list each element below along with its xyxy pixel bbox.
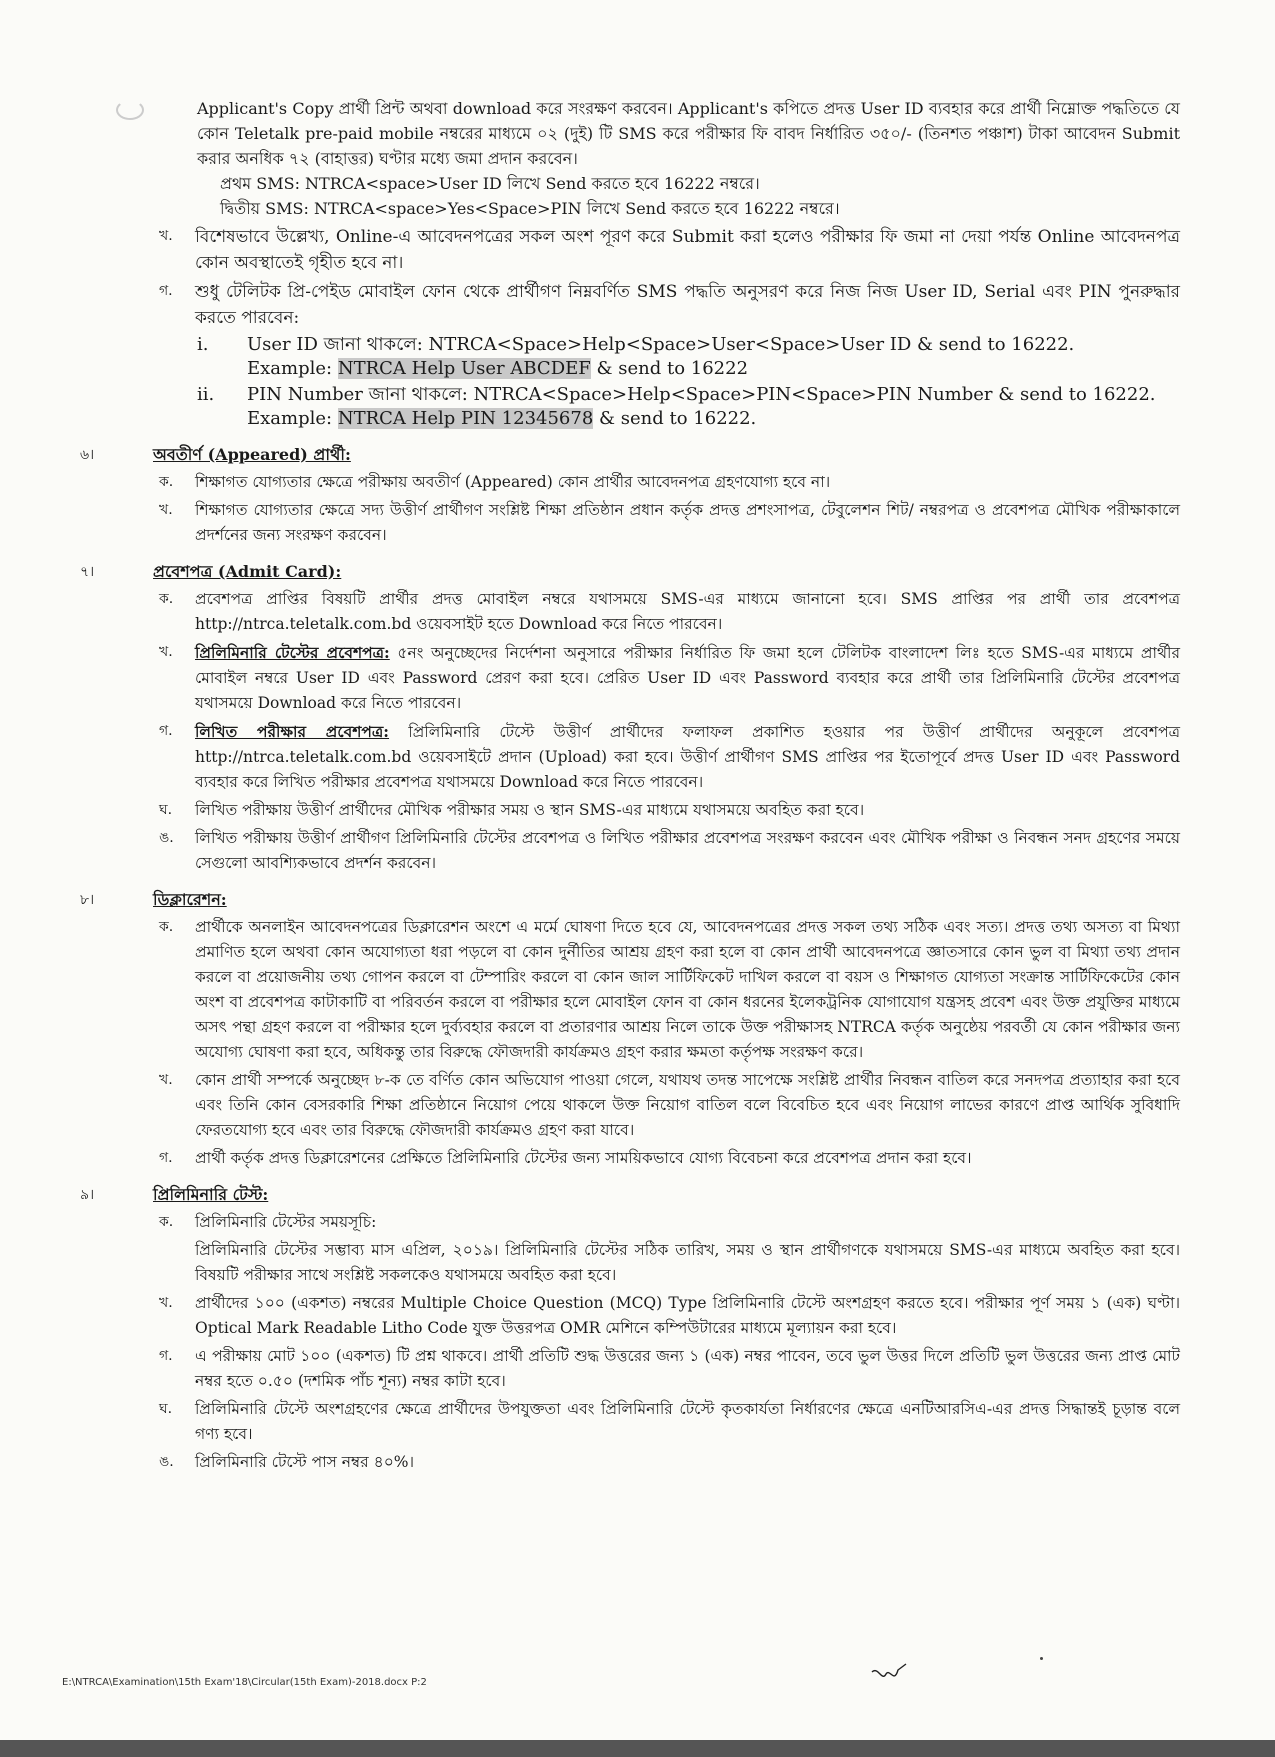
example-label: Example:: [247, 408, 333, 429]
item-marker: গ.: [159, 1150, 173, 1166]
item-marker: ঙ.: [159, 830, 174, 846]
item-text: [195, 1450, 1180, 1475]
item-marker: গ.: [159, 283, 173, 299]
sms-second: দ্বিতীয় SMS: NTRCA<space>Yes<Space>PIN লিখে Send করতে হবে 16222 নম্বরে।: [220, 199, 840, 218]
list-item: [150, 1210, 1180, 1235]
item-body: প্রিলিমিনারি টেস্টে উত্তীর্ণ প্রার্থীদের ফলাফল প্রকাশিত হওয়ার পর উত্তীর্ণ প্রার্থীদের অনুকূলে প্রবেশপত্র http://ntrca.teletalk.com.bd ওয়েবসাইটে প্রদান (Upload) করা হবে। উত্তীর্ণ প্রার্থীগণ SMS প্রাপ্তির পর ইতোপূর্বে প্রদত্ত User ID এবং Password ব্যবহার করে লিখিত পরীক্ষার প্রবেশপত্র যথাসময়ে Download করে নিতে পারবেন।: [195, 723, 1180, 791]
section-heading: ডিক্লারেশন:: [153, 890, 227, 909]
recovery-item: [150, 333, 1180, 381]
item-marker: ক.: [159, 591, 174, 607]
list-item: [150, 1238, 1180, 1288]
section: [80, 1183, 1180, 1475]
example-tail: & send to 16222.: [599, 408, 757, 429]
item-text: [195, 1210, 1180, 1235]
item-marker: খ.: [159, 644, 173, 660]
item-body: কোন প্রার্থী সম্পর্কে অনুচ্ছেদ ৮-ক তে বর্ণিত কোন অভিযোগ পাওয়া গেলে, যথাযথ তদন্ত সাপেক্ষে সংশ্লিষ্ট প্রার্থীর নিবন্ধন বাতিল করে সনদপত্র প্রত্যাহার করা হবে এবং তিনি কোন বেসরকারি শিক্ষা প্রতিষ্ঠানে নিয়োগ পেয়ে থাকলে উক্ত নিয়োগ বাতিল বলে বিবেচিত হবে এবং নিয়োগ লাভের কারণে প্রাপ্ত আর্থিক সুবিধাদি ফেরতযোগ্য হবে এবং তার বিরুদ্ধে ফৌজদারী কার্যক্রমও গ্রহণ করা যাবে।: [195, 1071, 1180, 1139]
item-text: [195, 640, 1180, 716]
ink-dot: [1040, 1657, 1043, 1660]
recovery-text: User ID জানা থাকলে: NTRCA<Space>Help<Space>User<Space>User ID & send to 16222.: [247, 334, 1075, 355]
item-marker: খ.: [159, 1295, 173, 1311]
item-marker: খ.: [159, 228, 173, 244]
item-body: প্রিলিমিনারি টেস্টে পাস নম্বর ৪০%।: [195, 1453, 415, 1471]
item-marker: ক.: [159, 1214, 174, 1230]
section-heading: অবতীর্ণ (Appeared) প্রার্থী:: [153, 445, 351, 464]
list-item: [150, 1450, 1180, 1475]
list-item: [150, 826, 1180, 876]
example-code: NTRCA Help PIN 12345678: [337, 408, 594, 429]
section: [80, 443, 1180, 548]
sections-container: [80, 443, 1180, 1475]
section: [80, 560, 1180, 876]
recovery-item: [150, 383, 1180, 431]
section-number: ৬।: [80, 447, 95, 463]
document-body: [80, 96, 1180, 1475]
section: [80, 888, 1180, 1171]
item-text: [195, 1068, 1180, 1143]
item-text: [195, 798, 1180, 823]
list-item: [150, 279, 1180, 331]
list-item: [150, 798, 1180, 823]
item-body: প্রার্থীকে অনলাইন আবেদনপত্রের ডিক্লারেশন অংশে এ মর্মে ঘোষণা দিতে হবে যে, আবেদনপত্রের প্রদত্ত সকল তথ্য সঠিক এবং সত্য। প্রদত্ত তথ্য অসত্য বা মিথ্যা প্রমাণিত হলে অথবা কোন অযোগ্যতা ধরা পড়লে বা কোন দুর্নীতির আশ্রয় গ্রহণ করা হলে বা কোন প্রার্থী আবেদনপত্রে জ্ঞাতসারে কোন ভুল বা মিথ্যা তথ্য প্রদান করলে বা প্রয়োজনীয় তথ্য গোপন করলে বা টেম্পারিং করলে বা কোন জাল সার্টিফিকেট দাখিল করলে বা বয়স ও শিক্ষাগত যোগ্যতা সংক্রান্ত সার্টিফিকেটের কোন অংশ বা প্রবেশপত্র কাটাকাটি বা পরিবর্তন করলে বা পরীক্ষার হলে মোবাইল ফোন বা কোন ধরনের ইলেকট্রনিক যোগাযোগ যন্ত্রসহ প্রবেশ এবং উক্ত প্রযুক্তির মাধ্যমে অসৎ পন্থা গ্রহণ করলে বা পরীক্ষার হলে দুর্ব্যবহার করলে বা প্রতারণার আশ্রয় নিলে তাকে উক্ত পরীক্ষাসহ NTRCA কর্তৃক অনুষ্ঠেয় পরবর্তী যে কোন পরীক্ষার জন্য অযোগ্য ঘোষণা করা হবে, অধিকন্তু তার বিরুদ্ধে ফৌজদারী কার্যক্রমও গ্রহণ করার ক্ষমতা কর্তৃপক্ষ সংরক্ষণ করে।: [195, 918, 1180, 1061]
item-body: ৫নং অনুচ্ছেদের নির্দেশনা অনুসারে পরীক্ষার নির্ধারিত ফি জমা হলে টেলিটক বাংলাদেশ লিঃ হতে SMS-এর মাধ্যমে প্রার্থীর মোবাইল নম্বরে User ID এবং Password প্রেরণ করা হবে। প্রেরিত User ID এবং Password ব্যবহার করে প্রার্থী তার প্রিলিমিনারি টেস্টের প্রবেশপত্র যথাসময়ে Download করে নিতে পারবেন।: [195, 644, 1180, 712]
list-item: [150, 1397, 1180, 1447]
list-item: [150, 224, 1180, 276]
item-marker: খ.: [159, 1072, 173, 1088]
item-body: প্রবেশপত্র প্রাপ্তির বিষয়টি প্রার্থীর প্রদত্ত মোবাইল নম্বরে যথাসময়ে SMS-এর মাধ্যমে জানানো হবে। SMS প্রাপ্তির পর প্রার্থী তার প্রবেশপত্র http://ntrca.teletalk.com.bd ওয়েবসাইট হতে Download করে নিতে পারবেন।: [195, 590, 1180, 633]
item-text: [195, 826, 1180, 876]
item-marker: ক.: [159, 474, 174, 490]
section-heading: প্রবেশপত্র (Admit Card):: [153, 562, 342, 581]
item-text: [195, 719, 1180, 795]
recovery-example: [247, 357, 1180, 381]
item-body: শিক্ষাগত যোগ্যতার ক্ষেত্রে সদ্য উত্তীর্ণ প্রার্থীগণ সংশ্লিষ্ট শিক্ষা প্রতিষ্ঠান প্রধান কর্তৃক প্রদত্ত প্রশংসাপত্র, টেবুলেশন শিট/ নম্বরপত্র ও প্রবেশপত্র মৌখিক পরীক্ষাকালে প্রদর্শনের জন্য সংরক্ষণ করবেন।: [195, 501, 1180, 544]
list-item: [150, 470, 1180, 495]
list-item: [150, 915, 1180, 1065]
list-item: [150, 640, 1180, 716]
list-item: [150, 587, 1180, 637]
item-marker: গ.: [159, 1348, 173, 1364]
section-number: ৭।: [80, 564, 95, 580]
item-body: প্রার্থী কর্তৃক প্রদত্ত ডিক্লারেশনের প্রেক্ষিতে প্রিলিমিনারি টেস্টের জন্য সাময়িকভাবে যোগ্য বিবেচনা করে প্রবেশপত্র প্রদান করা হবে।: [195, 1149, 972, 1167]
item-body: প্রিলিমিনারি টেস্টে অংশগ্রহণের ক্ষেত্রে প্রার্থীদের উপযুক্ততা এবং প্রিলিমিনারি টেস্টে কৃতকার্যতা নির্ধারণের ক্ষেত্রে এনটিআরসিএ-এর প্রদত্ত সিদ্ধান্তই চূড়ান্ত বলে গণ্য হবে।: [195, 1400, 1180, 1443]
item-text: [195, 498, 1180, 548]
item-lead: লিখিত পরীক্ষার প্রবেশপত্র:: [195, 722, 390, 741]
item-text: [195, 587, 1180, 637]
example-label: Example:: [247, 358, 333, 379]
item-marker: ক.: [159, 919, 174, 935]
item-marker: ঘ.: [159, 1401, 173, 1417]
roman-marker: ii.: [197, 384, 215, 405]
item-text: [195, 1146, 1180, 1171]
file-path-footer: E:\NTRCA\Examination\15th Exam'18\Circular(15th Exam)-2018.docx P:2: [62, 1677, 427, 1688]
item-body: লিখিত পরীক্ষায় উত্তীর্ণ প্রার্থীদের মৌখিক পরীক্ষার সময় ও স্থান SMS-এর মাধ্যমে যথাসময়ে অবহিত করা হবে।: [195, 801, 865, 819]
item-text: [195, 915, 1180, 1065]
list-item: [150, 719, 1180, 795]
item-marker: খ.: [159, 502, 173, 518]
section-number: ৯।: [80, 1187, 95, 1203]
item-marker: ঘ.: [159, 802, 173, 818]
scan-edge: [0, 1740, 1275, 1757]
section-heading: প্রিলিমিনারি টেস্ট:: [153, 1185, 269, 1204]
item-lead: প্রিলিমিনারি টেস্টের প্রবেশপত্র:: [195, 643, 390, 662]
roman-marker: i.: [197, 334, 209, 355]
item-body: লিখিত পরীক্ষায় উত্তীর্ণ প্রার্থীগণ প্রিলিমিনারি টেস্টের প্রবেশপত্র ও লিখিত পরীক্ষার প্রবেশপত্র সংরক্ষণ করবেন এবং মৌখিক পরীক্ষা ও নিবন্ধন সনদ গ্রহণের সময়ে সেগুলো আবশ্যিকভাবে প্রদর্শন করবেন।: [195, 829, 1180, 872]
item-text: [195, 1291, 1180, 1341]
item-body: শিক্ষাগত যোগ্যতার ক্ষেত্রে পরীক্ষায় অবতীর্ণ (Appeared) কোন প্রার্থীর আবেদনপত্র গ্রহণযোগ্য হবে না।: [195, 473, 831, 491]
list-item: [150, 1146, 1180, 1171]
item-body: এ পরীক্ষায় মোট ১০০ (একশত) টি প্রশ্ন থাকবে। প্রার্থী প্রতিটি শুদ্ধ উত্তরের জন্য ১ (এক) নম্বর পাবেন, তবে ভুল উত্তর দিলে প্রতিটি ভুল উত্তরের জন্য প্রাপ্ত মোট নম্বর হতে ০.৫০ (দশমিক পাঁচ শূন্য) নম্বর কাটা হবে।: [195, 1347, 1180, 1390]
list-item: [150, 498, 1180, 548]
item-body: প্রিলিমিনারি টেস্টের সম্ভাব্য মাস এপ্রিল, ২০১৯। প্রিলিমিনারি টেস্টের সঠিক তারিখ, সময় ও স্থান প্রার্থীগণকে যথাসময়ে SMS-এর মাধ্যমে অবহিত করা হবে। বিষয়টি পরীক্ষার সাথে সংশ্লিষ্ট সকলকেও যথাসময়ে অবহিত করা হবে।: [195, 1241, 1180, 1284]
item-body: প্রিলিমিনারি টেস্টের সময়সূচি:: [195, 1213, 377, 1231]
item-text: [195, 1397, 1180, 1447]
example-tail: & send to 16222: [596, 358, 749, 379]
list-item: [150, 1344, 1180, 1394]
item-text: [195, 1238, 1180, 1288]
item-text: [195, 470, 1180, 495]
example-code: NTRCA Help User ABCDEF: [337, 358, 591, 379]
intro-paragraph: Applicant's Copy প্রার্থী প্রিন্ট অথবা download করে সংরক্ষণ করবেন। Applicant's কপিতে প্রদত্ত User ID ব্যবহার করে প্রার্থী নিম্নোক্ত পদ্ধতিতে যে কোন Teletalk pre-paid mobile নম্বরের মাধ্যমে ০২ (দুই) টি SMS করে পরীক্ষার ফি বাবদ নির্ধারিত ৩৫০/- (তিনশত পঞ্চাশ) টাকা আবেদন Submit করার অনধিক ৭২ (বাহাত্তর) ঘণ্টার মধ্যে জমা প্রদান করবেন।: [197, 99, 1180, 168]
item-marker: গ.: [159, 723, 173, 739]
recovery-example: [247, 407, 1180, 431]
item-marker: ঙ.: [159, 1454, 174, 1470]
item-text: বিশেষভাবে উল্লেখ্য, Online-এ আবেদনপত্রের সকল অংশ পূরণ করে Submit করা হলেও পরীক্ষার ফি জমা না দেয়া পর্যন্ত Online আবেদনপত্র কোন অবস্থাতেই গৃহীত হবে না।: [195, 227, 1180, 273]
item-body: প্রার্থীদের ১০০ (একশত) নম্বরের Multiple Choice Question (MCQ) Type প্রিলিমিনারি টেস্টে অংশগ্রহণ করতে হবে। পরীক্ষার পূর্ণ সময় ১ (এক) ঘণ্টা। Optical Mark Readable Litho Code যুক্ত উত্তরপত্র OMR মেশিনে কম্পিউটারের মাধ্যমে মূল্যায়ন করা হবে।: [195, 1294, 1180, 1337]
initials-signature: [868, 1660, 908, 1690]
sms-first: প্রথম SMS: NTRCA<space>User ID লিখে Send করতে হবে 16222 নম্বরে।: [220, 174, 760, 193]
section-number: ৮।: [80, 892, 95, 908]
list-item: [150, 1291, 1180, 1341]
recovery-text: PIN Number জানা থাকলে: NTRCA<Space>Help<Space>PIN<Space>PIN Number & send to 16222.: [247, 384, 1156, 405]
list-item: [150, 1068, 1180, 1143]
item-text: শুধু টেলিটক প্রি-পেইড মোবাইল ফোন থেকে প্রার্থীগণ নিম্নবর্ণিত SMS পদ্ধতি অনুসরণ করে নিজ নিজ User ID, Serial এবং PIN পুনরুদ্ধার করতে পারবেন:: [195, 282, 1180, 328]
item-text: [195, 1344, 1180, 1394]
punch-hole: [116, 100, 144, 120]
